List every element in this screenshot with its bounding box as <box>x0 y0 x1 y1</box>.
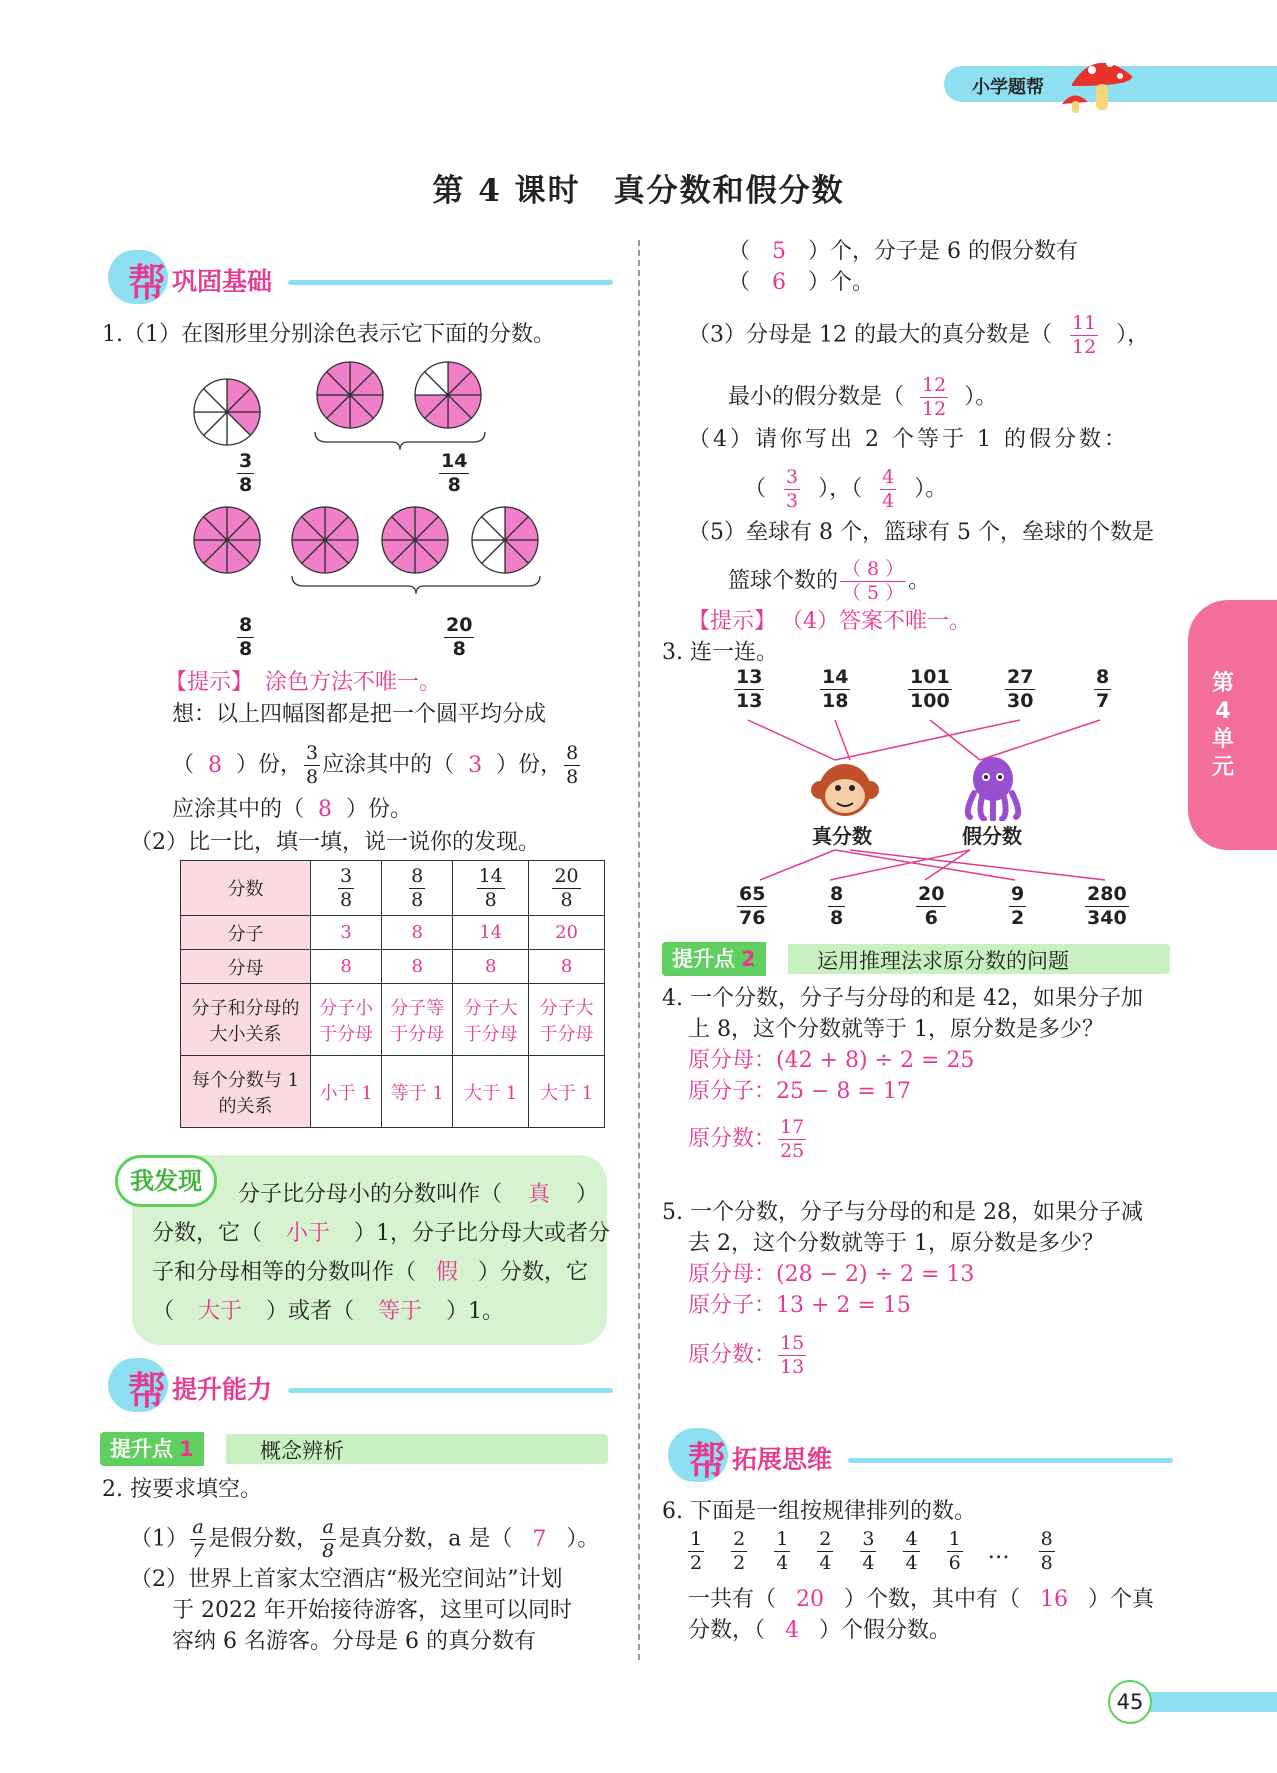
fraction-14-8: 14 8 <box>441 450 468 496</box>
q5-ans3: 原分数： $\frac{15}{13}$ <box>688 1332 805 1378</box>
fraction-3-8: 3 8 <box>239 450 253 496</box>
match-bottom-1: 65 76 <box>739 883 766 929</box>
match-top-5: 8 7 <box>1096 666 1110 712</box>
q2-2-line1: （2）世界上首家太空酒店“极光空间站”计划 <box>130 1567 563 1592</box>
q5-ans2: 原分子：13 + 2 = 15 <box>688 1293 911 1318</box>
q2-4-line2: （ $\frac{3}{3}$ ），（ $\frac{4}{4}$ ）。 <box>744 466 948 512</box>
column-divider <box>638 240 640 1660</box>
mushroom-icon <box>1062 46 1142 116</box>
q4-line2: 上 8，这个分数就等于 1，原分数是多少？ <box>688 1017 1104 1042</box>
match-top-2: 14 18 <box>822 666 849 712</box>
discover-line-3: 子和分母相等的分数叫作（ 假 ）分数，它 <box>152 1260 589 1285</box>
circle-14-8-a <box>317 362 383 428</box>
q5-line1: 5. 一个分数，分子与分母的和是 28，如果分子减 <box>662 1200 1143 1225</box>
q2-5-line1: （5）垒球有 8 个，篮球有 5 个，垒球的个数是 <box>688 520 1154 545</box>
q4-ans1: 原分母：(42 + 8) ÷ 2 = 25 <box>688 1048 975 1073</box>
think-line-3: 应涂其中的（ 8 ）份。 <box>172 797 413 822</box>
fraction-8-8: 8 8 <box>239 614 253 660</box>
q3-text: 3. 连一连。 <box>662 640 778 665</box>
q2-3-line2: 最小的假分数是（ $\frac{12}{12}$ ）。 <box>728 374 998 420</box>
circle-20-8-c <box>472 507 538 573</box>
sequence: $\frac{1}{2}$ $\frac{2}{2}$ $\frac{1}{4}$ $\frac{2}{4}$ $\frac{3}{4}$ $\frac{4}{4}$ $\frac{1}{6}$ … $\frac{8}{8}$ <box>690 1528 1053 1574</box>
page-title: 第 4 课时 真分数和假分数 <box>432 173 845 209</box>
section-improve: 帮 提升能力 <box>108 1358 613 1412</box>
match-bottom-3: 20 6 <box>918 883 945 929</box>
fraction-20-8: 20 8 <box>446 614 473 660</box>
q2-2-line5: （ 6 ）个。 <box>728 270 875 295</box>
q2-3-line1: （3）分母是 12 的最大的真分数是（ $\frac{11}{12}$ ）， <box>688 312 1150 358</box>
discovery-tag: 我发现 <box>115 1155 217 1207</box>
q6-text: 6. 下面是一组按规律排列的数。 <box>662 1499 976 1524</box>
q5-ans1: 原分母：(28 − 2) ÷ 2 = 13 <box>688 1262 975 1287</box>
match-lines <box>700 715 1120 890</box>
brand-label: 小学题帮 <box>972 77 1044 98</box>
q2-1: （1） $\frac{a}{7}$ 是假分数， $\frac{a}{8}$ 是真分数，a 是（ 7 ）。 <box>130 1516 600 1562</box>
discover-line-2: 分数，它（ 小于 ）1，分子比分母大或者分 <box>152 1221 611 1246</box>
point-2-banner: 提升点 2 运用推理法求原分数的问题 <box>662 942 1170 976</box>
match-top-1: 13 13 <box>736 666 763 712</box>
discover-line-4: （ 大于 ）或者（ 等于 ）1。 <box>152 1299 505 1324</box>
section-extend: 帮 拓展思维 <box>668 1428 1173 1482</box>
match-bottom-2: 8 8 <box>830 883 844 929</box>
q2-5-line2: 篮球个数的 $\frac{( 8 )}{( 5 )}$ 。 <box>728 558 931 604</box>
circle-20-8-a <box>292 507 358 573</box>
unit-tab: 第4单元 <box>1188 600 1277 850</box>
circle-figures <box>190 350 630 670</box>
circle-20-8-b <box>382 507 448 573</box>
hint-2: 【提示】 （4）答案不唯一。 <box>688 609 972 634</box>
match-top-4: 27 30 <box>1007 666 1034 712</box>
q1-2-text: （2）比一比，填一填，说一说你的发现。 <box>130 830 540 855</box>
q2-2-line3: 容纳 6 名游客。分母是 6 的真分数有 <box>172 1629 536 1654</box>
circle-14-8-b <box>415 362 481 428</box>
section-consolidate: 帮 巩固基础 <box>108 250 613 304</box>
page-bar <box>1150 1692 1277 1712</box>
q2-text: 2. 按要求填空。 <box>102 1477 262 1502</box>
discover-line-1: 分子比分母小的分数叫作（ 真 ） <box>238 1182 599 1207</box>
hint-1: 【提示】 涂色方法不唯一。 <box>165 670 442 695</box>
q4-ans3: 原分数： $\frac{17}{25}$ <box>688 1116 805 1162</box>
q6-line1: 一共有（ 20 ）个数，其中有（ 16 ）个真 <box>688 1587 1155 1612</box>
q4-line1: 4. 一个分数，分子与分母的和是 42，如果分子加 <box>662 986 1143 1011</box>
q6-line2: 分数，（ 4 ）个假分数。 <box>688 1618 952 1643</box>
q2-4-line1: （4）请你写出 2 个等于 1 的假分数： <box>688 427 1129 452</box>
proper-label: 真分数 <box>812 824 872 848</box>
match-bottom-5: 280 340 <box>1087 883 1127 929</box>
q4-ans2: 原分子：25 − 8 = 17 <box>688 1079 911 1104</box>
group-brace <box>292 576 540 594</box>
monkey-icon <box>810 760 880 820</box>
point-1-banner: 提升点 1 概念辨析 <box>100 1432 608 1466</box>
q1-text: 1.（1）在图形里分别涂色表示它下面的分数。 <box>102 322 555 347</box>
comparison-table: 分数 $\frac{3}{8}$ $\frac{8}{8}$ $\frac{14}{8}$ $\frac{20}{8}$ 分子 3 8 14 20 分母 8 8 8 8 分子和分母的大小关系 分子小于分母 分子等于分母 分子大于分母 分子大于分母 每个分数与 1 的关系 小于 1 等于 1 大于 1 大于 1 <box>180 860 605 1128</box>
match-top-3: 101 100 <box>910 666 950 712</box>
think-line-2: （ 8 ）份， $\frac{3}{8}$ 应涂其中的（ 3 ）份， $\frac{8}{8}$ <box>172 742 579 788</box>
q5-line2: 去 2，这个分数就等于 1，原分数是多少？ <box>688 1231 1104 1256</box>
group-brace <box>315 432 485 450</box>
q2-2-line2: 于 2022 年开始接待游客，这里可以同时 <box>172 1598 572 1623</box>
q2-2-line4: （ 5 ）个，分子是 6 的假分数有 <box>728 239 1078 264</box>
octopus-icon <box>960 755 1026 821</box>
page-number: 45 <box>1108 1680 1152 1724</box>
improper-label: 假分数 <box>962 824 1022 848</box>
circle-3-8 <box>194 379 260 445</box>
think-line-1: 想：以上四幅图都是把一个圆平均分成 <box>172 702 547 727</box>
match-bottom-4: 9 2 <box>1011 883 1025 929</box>
circle-8-8 <box>194 507 260 573</box>
